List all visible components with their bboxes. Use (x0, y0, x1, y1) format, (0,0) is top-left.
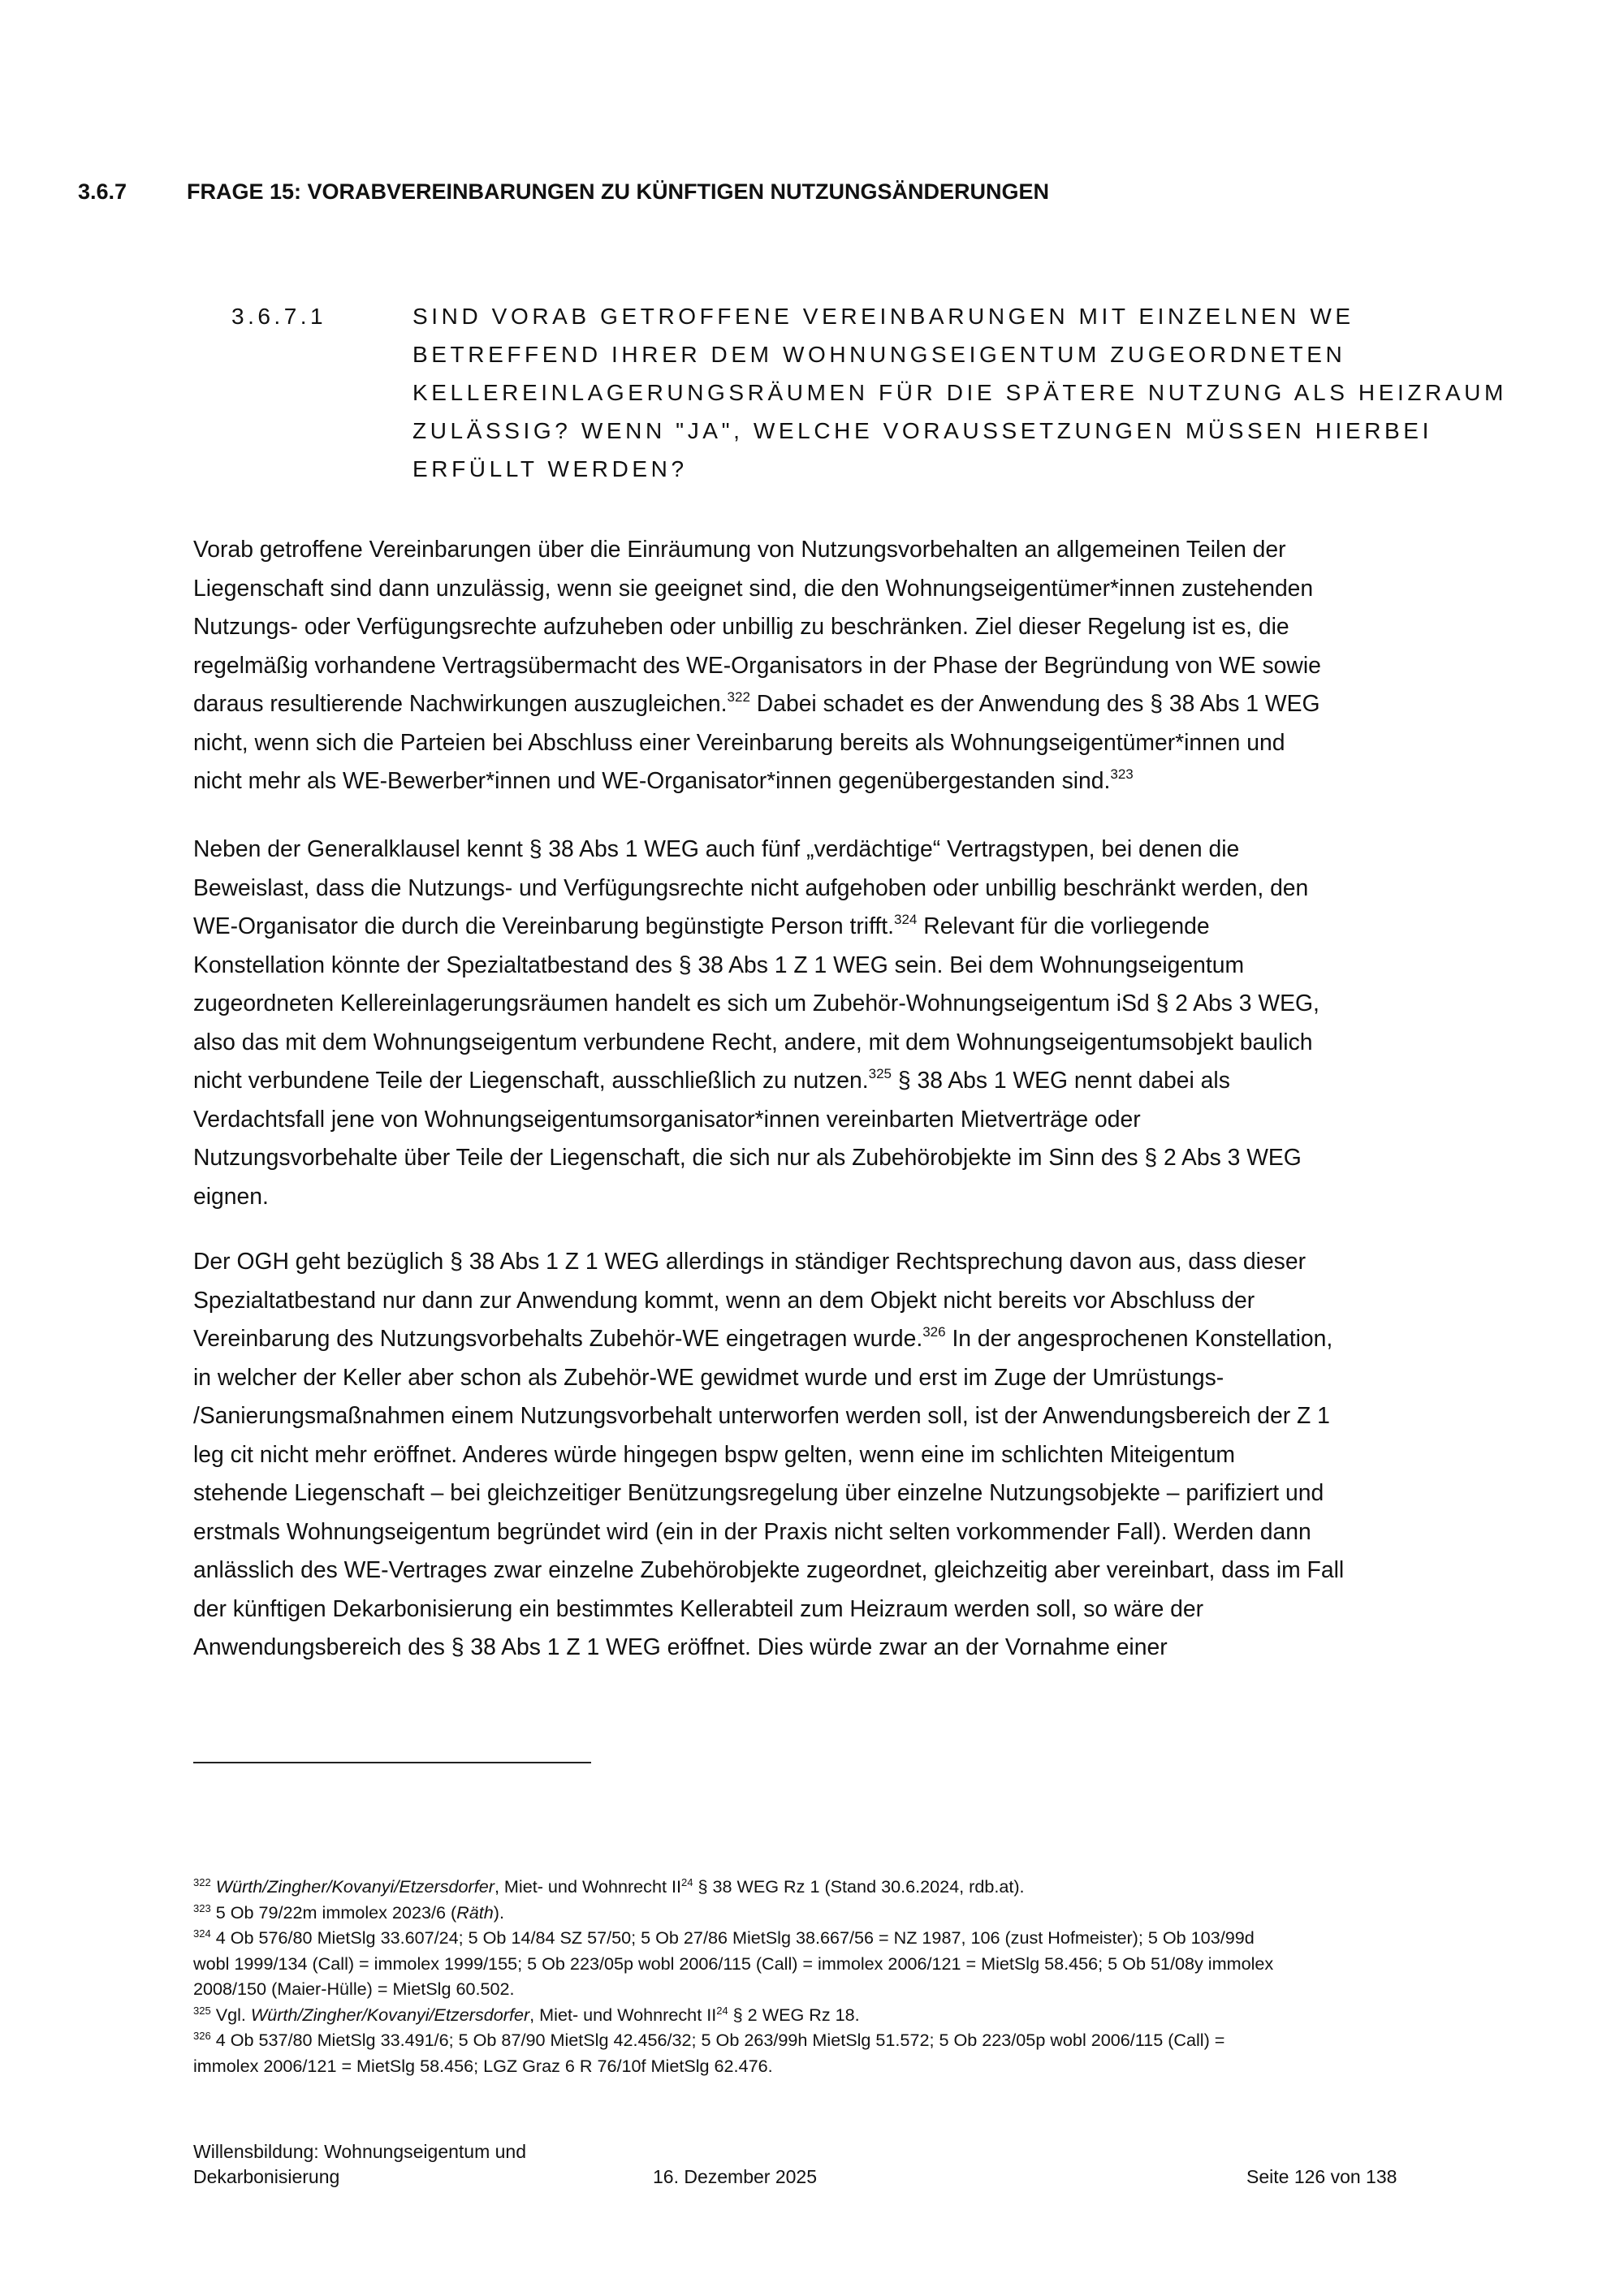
footnote-ref[interactable]: 326 (922, 1324, 946, 1340)
footnote-ref[interactable]: 322 (727, 689, 750, 705)
footnote-ref[interactable]: 325 (868, 1066, 892, 1081)
footnote-322: $^{322}$ Würth/Zingher/Kovanyi/Etzersdorfer, Miet- und Wohnrecht II$^{24}$ § 38 WEG Rz 1 (Stand 30.6.2024, rdb.at). (193, 1876, 1025, 1897)
subsection-title: SIND VORAB GETROFFENE VEREINBARUNGEN MIT EINZELNEN WE BETREFFEND IHRER DEM WOHNUNGSEIGENTUM ZUGEORDNETEN KELLEREINLAGERUNGSRÄUMEN FÜR DIE SPÄTERE NUTZUNG ALS HEIZRAUM ZULÄSSIG? WENN "JA", WELCHE VORAUSSETZUNGEN MÜSSEN HIERBEI ERFÜLLT WERDEN? (412, 304, 1507, 481)
footnote-ref[interactable]: 324 (894, 912, 918, 927)
footnote-323: $^{323}$ 5 Ob 79/22m immolex 2023/6 (Räth). (193, 1901, 504, 1923)
footnotes: $^{322}$ Würth/Zingher/Kovanyi/Etzersdorfer, Miet- und Wohnrecht II$^{24}$ § 38 WEG Rz 1 (Stand 30.6.2024, rdb.at). $^{323}$ 5 Ob 79/22m immolex 2023/6 (Räth). $^{324}$ 4 Ob 576/80 MietSlg 33.607/24; 5 Ob 14/84 SZ 57/50; 5 Ob 27/86 MietSlg 38.667/56 = NZ 1987, 106 (zust Hofmeister); 5 Ob 103/99d wobl 1999/134 (Call) = immolex 1999/155; 5 Ob 223/05p wobl 2006/115 (Call) = immolex 2006/121 = MietSlg 58.456; 5 Ob 51/08y immolex 2008/150 (Maier-Hülle) = MietSlg 60.502. $^{325}$ Vgl. Würth/Zingher/Kovanyi/Etzersdorfer, Miet- und Wohnrecht II$^{24}$ § 2 WEG Rz 18. $^{326}$ 4 Ob 537/80 MietSlg 33.491/6; 5 Ob 87/90 MietSlg 42.456/32; 5 Ob 263/99h MietSlg 51.572; 5 Ob 223/05p wobl 2006/115 (Call) = immolex 2006/121 = MietSlg 58.456; LGZ Graz 6 R 76/10f MietSlg 62.476. (193, 1874, 1460, 2078)
paragraph-1: Vorab getroffene Vereinbarungen über die Einräumung von Nutzungsvorbehalten an allgemeinen Teilen der Liegenschaft sind dann unzulässig, wenn sie geeignet sind, die den Wohnungseigentümer*innen zustehenden Nutzungs- oder Verfügungsrechte aufzuheben oder unbillig zu beschränken. Ziel dieser Regelung ist es, die regelmäßig vorhandene Vertragsübermacht des WE-Organisators in der Phase der Begründung von WE sowie daraus resultierende Nachwirkungen auszugleichen.$^{322}$ Dabei schadet es der Anwendung des § 38 Abs 1 WEG nicht, wenn sich die Parteien bei Abschluss einer Vereinbarung bereits als Wohnungseigentümer*innen und nicht mehr als WE-Bewerber*innen und WE-Organisator*innen gegenübergestanden sind.$^{323}$ (193, 536, 1321, 793)
paragraph-2: Neben der Generalklausel kennt § 38 Abs 1 WEG auch fünf „verdächtige“ Vertragstypen, bei denen die Beweislast, dass die Nutzungs- und Verfügungsrechte nicht aufgehoben oder unbillig beschränkt werden, den WE-Organisator die durch die Vereinbarung begünstigte Person trifft.$^{324}$ Relevant für die vorliegende Konstellation könnte der Spezialtatbestand des § 38 Abs 1 Z 1 WEG sein. Bei dem Wohnungseigentum zugeordneten Kellereinlagerungsräumen handelt es sich um Zubehör-Wohnungseigentum iSd § 2 Abs 3 WEG, also das mit dem Wohnungseigentum verbundene Recht, andere, mit dem Wohnungseigentumsobjekt baulich nicht verbundene Teile der Liegenschaft, ausschließlich zu nutzen.$^{325}$ § 38 Abs 1 WEG nennt dabei als Verdachtsfall jene von Wohnungseigentumsorganisator*innen vereinbarten Mietverträge oder Nutzungsvorbehalte über Teile der Liegenschaft, die sich nur als Zubehörobjekte im Sinn des § 2 Abs 3 WEG eignen. (193, 835, 1320, 1209)
footnote-324: $^{324}$ 4 Ob 576/80 MietSlg 33.607/24; 5 Ob 14/84 SZ 57/50; 5 Ob 27/86 MietSlg 38.667/56 = NZ 1987, 106 (zust Hofmeister); 5 Ob 103/99d (193, 1927, 1255, 1948)
section-title: FRAGE 15: VORABVEREINBARUNGEN ZU KÜNFTIGEN NUTZUNGSÄNDERUNGEN (187, 179, 1050, 204)
footnote-326: $^{326}$ 4 Ob 537/80 MietSlg 33.491/6; 5 Ob 87/90 MietSlg 42.456/32; 5 Ob 263/99h MietSlg 51.572; 5 Ob 223/05p wobl 2006/115 (Call) = (193, 2030, 1225, 2050)
footer-document-title: Willensbildung: Wohnungseigentum und Dekarbonisierung (193, 2141, 527, 2187)
paragraph-3: Der OGH geht bezüglich § 38 Abs 1 Z 1 WEG allerdings in ständiger Rechtsprechung davon aus, dass dieser Spezialtatbestand nur dann zur Anwendung kommt, wenn an dem Objekt nicht bereits vor Abschluss der Vereinbarung des Nutzungsvorbehalts Zubehör-WE eingetragen wurde.$^{326}$ In der angesprochenen Konstellation, in welcher der Keller aber schon als Zubehör-WE gewidmet wurde und erst im Zuge der Umrüstungs- /Sanierungsmaßnahmen einem Nutzungsvorbehalt unterworfen werden soll, ist der Anwendungsbereich der Z 1 leg cit nicht mehr eröffnet. Anderes würde hingegen bspw gelten, wenn eine im schlichten Miteigentum stehende Liegenschaft – bei gleichzeitiger Benützungsregelung über einzelne Nutzungsobjekte – parifiziert und erstmals Wohnungseigentum begründet wird (ein in der Praxis nicht selten vorkommender Fall). Werden dann anlässlich des WE-Vertrages zwar einzelne Zubehörobjekte zugeordnet, gleichzeitig aber vereinbart, dass im Fall der künftigen Dekarbonisierung ein bestimmtes Kellerabteil zum Heizraum werden soll, so wäre der Anwendungsbereich des § 38 Abs 1 Z 1 WEG eröffnet. Dies würde zwar an der Vornahme einer (193, 1248, 1345, 1659)
section-number: 3.6.7 (78, 179, 127, 204)
footnote-ref[interactable]: 323 (1110, 766, 1134, 782)
footer-page-number: Seite 126 von 138 (1246, 2166, 1397, 2187)
subsection-number: 3.6.7.1 (231, 304, 327, 329)
footnote-325: $^{325}$ Vgl. Würth/Zingher/Kovanyi/Etzersdorfer, Miet- und Wohnrecht II$^{24}$ § 2 WEG Rz 18. (193, 2004, 860, 2025)
section-heading (78, 175, 1458, 208)
footer-date: 16. Dezember 2025 (653, 2166, 818, 2187)
footnote-separator (193, 1762, 591, 1763)
